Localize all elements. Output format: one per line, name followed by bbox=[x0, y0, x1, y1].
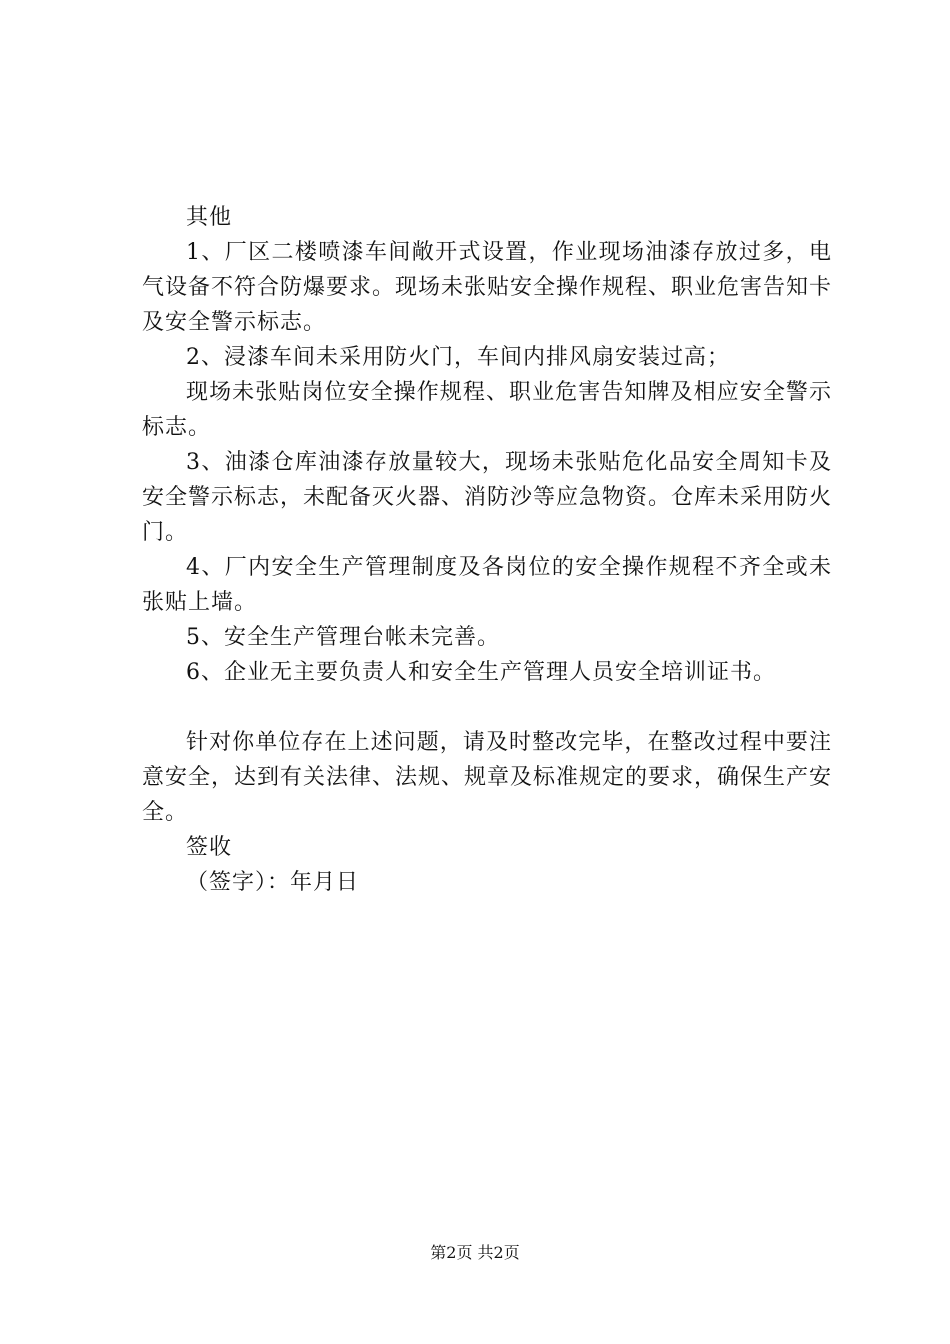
issue-item-5: 5、安全生产管理台帐未完善。 bbox=[186, 625, 500, 650]
document-body bbox=[142, 200, 832, 900]
issue-item-2-continued: 现场未张贴岗位安全操作规程、职业危害告知牌及相应安全警示标志。 bbox=[142, 380, 832, 440]
page-number-footer: 第2页 共2页 bbox=[430, 1243, 520, 1262]
signature-date-line: （签字）：年月日 bbox=[186, 870, 360, 895]
issue-item-1: 1、厂区二楼喷漆车间敞开式设置，作业现场油漆存放过多，电气设备不符合防爆要求。现场未张贴安全操作规程、职业危害告知卡及安全警示标志。 bbox=[142, 240, 833, 335]
issue-item-2: 2、浸漆车间未采用防火门，车间内排风扇安装过高； bbox=[186, 345, 730, 370]
rectification-notice: 针对你单位存在上述问题，请及时整改完毕，在整改过程中要注意安全，达到有关法律、法规、规章及标准规定的要求，确保生产安全。 bbox=[142, 730, 833, 825]
receipt-label: 签收 bbox=[186, 835, 233, 860]
section-heading: 其他 bbox=[186, 205, 233, 230]
issue-item-4: 4、厂内安全生产管理制度及各岗位的安全操作规程不齐全或未张贴上墙。 bbox=[142, 555, 832, 615]
issue-item-6: 6、企业无主要负责人和安全生产管理人员安全培训证书。 bbox=[186, 660, 776, 685]
paragraph-spacer bbox=[142, 690, 832, 725]
issue-item-3: 3、油漆仓库油漆存放量较大，现场未张贴危化品安全周知卡及安全警示标志，未配备灭火器、消防沙等应急物资。仓库未采用防火门。 bbox=[142, 450, 833, 545]
